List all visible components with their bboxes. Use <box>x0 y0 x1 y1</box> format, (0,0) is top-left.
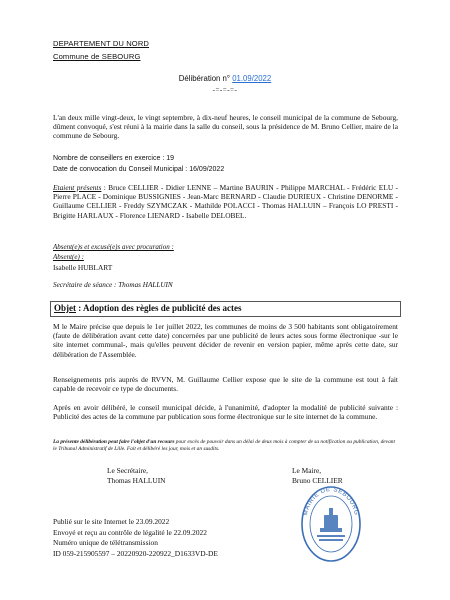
publication-info <box>53 517 218 559</box>
transmission-line: Envoyé et reçu au contrôle de légalité le 22.09.2022 <box>53 527 207 537</box>
body-paragraph-2: Renseignements pris auprès de RVVN, M. Guillaume Cellier expose que le site de la commune est tout à fait capable de recevoir ce type de documents. <box>53 375 398 394</box>
absent-name: Isabelle HUBLART <box>53 263 113 272</box>
member-count: Nombre de conseillers en exercice : 19 <box>53 155 175 162</box>
appeal-notice <box>53 439 398 453</box>
mayor-signature-block <box>292 466 343 486</box>
secretary-name: Thomas HALLUIN <box>107 476 166 485</box>
deliberation-label: Délibération n° <box>178 74 233 83</box>
proxy-label: Absent(e)s et excusé(e)s avec procuration : <box>53 243 174 251</box>
teletransmission-id: ID 059-215905597 – 20220920-220922_D1633VD-DE <box>53 548 218 558</box>
mayor-role: Le Maire, <box>292 466 322 475</box>
publication-line: Publié sur le site Internet le 23.09.2022 <box>53 517 170 526</box>
appeal-notice-text: pour excès de pouvoir dans un délai de deux mois à compter de sa notification ou publication, devant le Tribunal Administratif de Lille. Fait et délibéré les jour, mois et an susdits. <box>53 439 395 452</box>
body-paragraph-3: Après en avoir délibéré, le conseil municipal décide, à l'unanimité, d'adopter la modalité de publicité suivante : Publicité des actes de la commune par publication sous forme électronique sur le site internet de la commune. <box>53 403 398 422</box>
department-heading: DEPARTEMENT DU NORD <box>53 39 149 48</box>
secretary-signature-block <box>107 466 166 486</box>
mayor-name: Bruno CELLIER <box>292 476 343 485</box>
mairie-seal-stamp <box>300 484 362 564</box>
appeal-notice-lead: La présente délibération peut faire l'objet d'un recours <box>53 439 175 445</box>
present-members <box>53 183 398 220</box>
present-names: : Bruce CELLIER - Didier LENNE – Martine BAURIN - Philippe MARCHAL - Frédéric ELU - Pierre PLACE - Dominique BUSSIGNIES - Jean-Marc BERNARD - Claudie DURIEUX - Christine DENORME - Guillaume CELLIER - Freddy SZYMCZAK - Mathilde POLACCI - Thomas HALLUIN – François LO PRESTI - Brigitte HARLAUX - Florence LIENARD - Isabelle DELOBEL. <box>53 183 398 220</box>
object-label: Objet <box>54 303 76 313</box>
commune-heading: Commune de SEBOURG <box>53 52 141 61</box>
object-text: : Adoption des règles de publicité des actes <box>76 303 242 313</box>
deliberation-number: 01.09/2022 <box>232 74 272 83</box>
absent-label: Absent(e) : <box>53 253 84 261</box>
deliberation-title <box>0 74 450 83</box>
title-separator: -=-=-=- <box>212 86 238 94</box>
convocation-date: Date de convocation du Conseil Municipal : 16/09/2022 <box>53 166 225 173</box>
body-paragraph-1: M le Maire précise que depuis le 1er juillet 2022, les communes de moins de 3 500 habitants sont obligatoirement (faute de délibération avant cette date) concernées par une publicité de leurs actes sous forme électronique -sur le site internet communal-, mais qu'elles peuvent décider de revenir en version papier, même après cette date, sur délibération de l'Assemblée. <box>53 322 398 359</box>
secretary-role: Le Secrétaire, <box>107 466 149 475</box>
present-label: Etaient présents <box>53 183 102 192</box>
svg-text:MAIRIE DE SEBOURG: MAIRIE DE SEBOURG <box>301 485 361 517</box>
teletransmission-label: Numéro unique de télétransmission <box>53 538 158 547</box>
object-heading <box>54 303 242 313</box>
session-secretary: Secrétaire de séance : Thomas HALLUIN <box>53 281 173 289</box>
intro-paragraph: L'an deux mille vingt-deux, le vingt septembre, à dix-neuf heures, le conseil municipal de la commune de Sebourg, dûment convoqué, s'est réuni à la mairie dans la salle du conseil, sous la présidence de M. Bruno Cellier, maire de la commune de Sebourg. <box>53 113 398 141</box>
